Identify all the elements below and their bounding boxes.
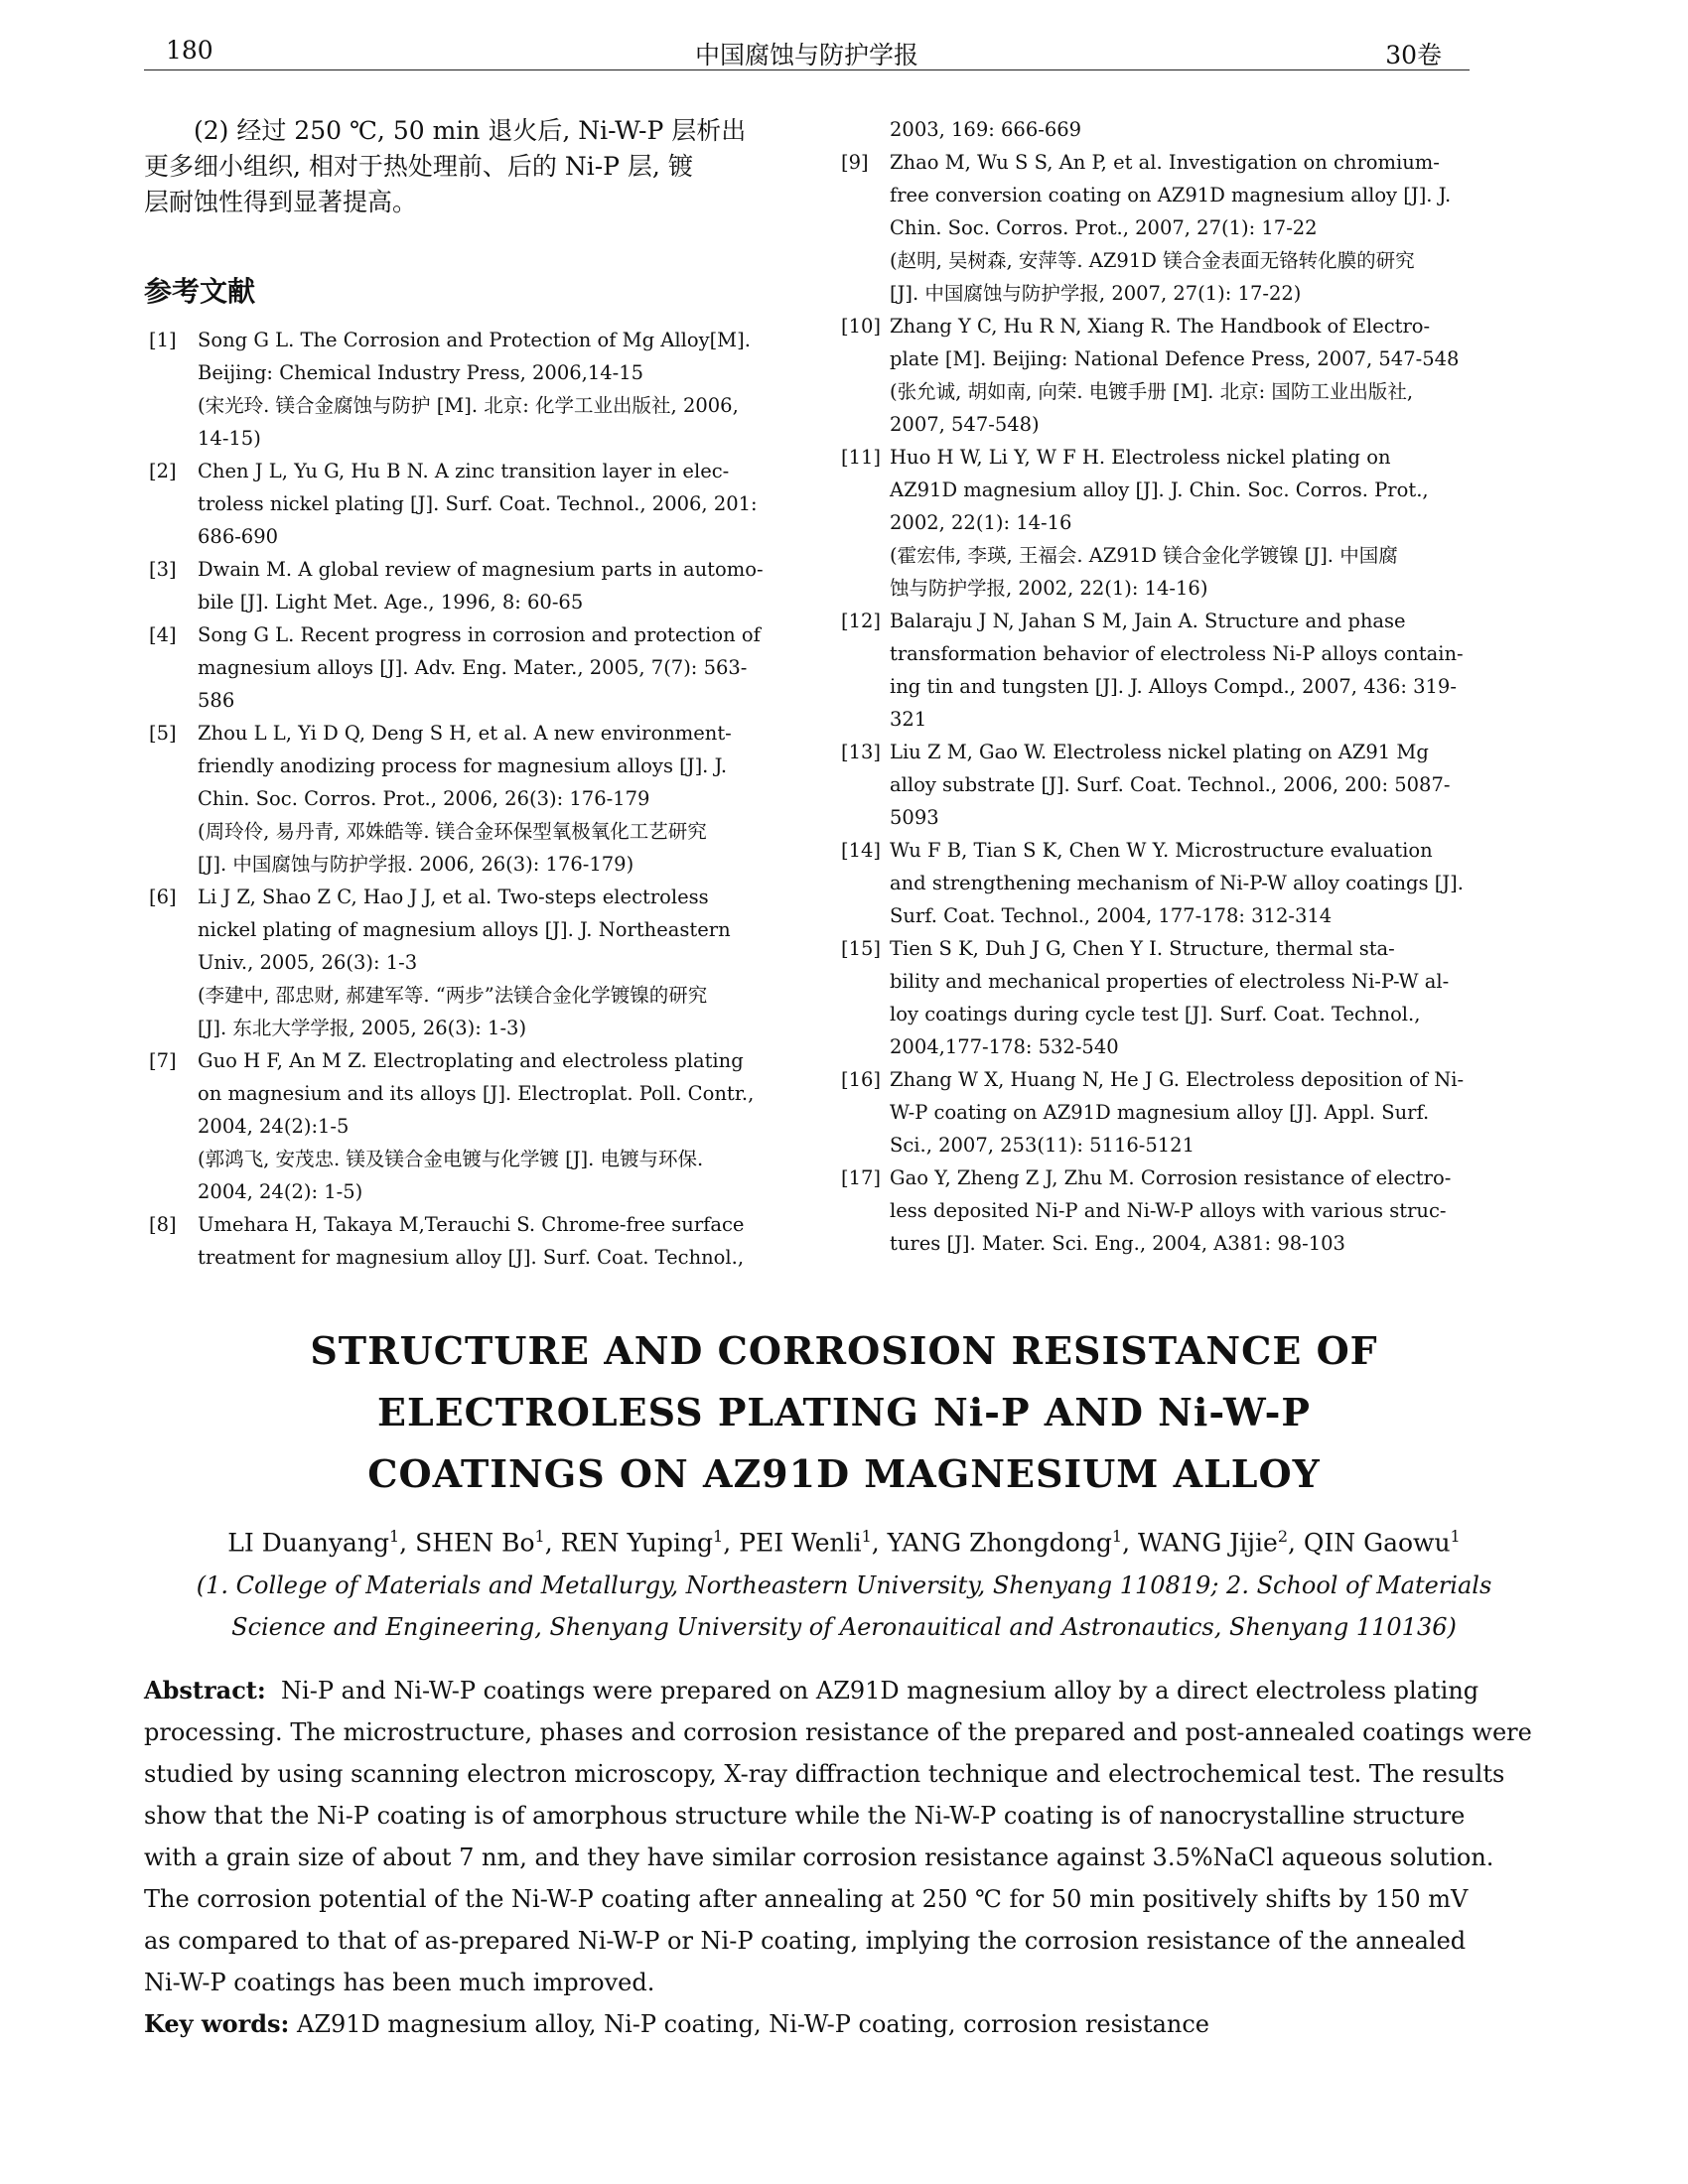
author-affiliation-mark: 2 [1277, 1527, 1289, 1546]
author-list: LI Duanyang$^1$, SHEN Bo$^1$, REN Yuping$^1$, PEI Wenli$^1$, YANG Zhongdong$^1$, WANG Jijie$^2$, QIN Gaowu$^1$ [227, 1527, 1461, 1558]
reference-number: [5] [149, 722, 177, 745]
reference-text [890, 834, 1464, 932]
author-name: PEI Wenli [739, 1528, 862, 1558]
reference-line: bile [J]. Light Met. Age., 1996, 8: 60-65 [198, 591, 584, 614]
keywords-text: AZ91D magnesium alloy, Ni-P coating, Ni-W-P coating, corrosion resistance [297, 2010, 1209, 2038]
reference-line: (郭鸿飞, 安茂忠. 镁及镁合金电镀与化学镀 [J]. 电镀与环保. [198, 1148, 704, 1170]
keywords-label: Key words: [144, 2009, 290, 2038]
reference-text [198, 553, 764, 618]
reference-text [198, 618, 761, 717]
conclusion-line: (2) 经过 250 ℃, 50 min 退火后, Ni-W-P 层析出 [194, 116, 747, 145]
reference-line: Univ., 2005, 26(3): 1-3 [198, 951, 418, 974]
reference-line: Zhou L L, Yi D Q, Deng S H, et al. A new environment- [198, 722, 732, 745]
abstract-line: with a grain size of about 7 nm, and they have similar corrosion resistance against 3.5%NaCl aqueous solution. [144, 1843, 1494, 1871]
reference-line: 2004, 24(2):1-5 [198, 1115, 350, 1138]
reference-line: Huo H W, Li Y, W F H. Electroless nickel plating on [890, 446, 1391, 469]
author-name: LI Duanyang [227, 1528, 389, 1558]
reference-line: (张允诚, 胡如南, 向荣. 电镀手册 [M]. 北京: 国防工业出版社, [890, 380, 1414, 403]
abstract-label: Abstract: [144, 1676, 266, 1705]
reference-line: Li J Z, Shao Z C, Hao J J, et al. Two-steps electroless [198, 886, 709, 908]
reference-line: 2004,177-178: 532-540 [890, 1035, 1119, 1058]
reference-number: [9] [841, 151, 869, 174]
reference-line: Umehara H, Takaya M,Terauchi S. Chrome-free surface [198, 1213, 745, 1236]
reference-line: [J]. 东北大学学报, 2005, 26(3): 1-3) [198, 1017, 527, 1039]
reference-line: alloy substrate [J]. Surf. Coat. Technol., 2006, 200: 5087- [890, 773, 1451, 796]
reference-line: 2002, 22(1): 14-16 [890, 511, 1072, 534]
reference-line: [J]. 中国腐蚀与防护学报, 2007, 27(1): 17-22) [890, 282, 1302, 305]
author-name: YANG Zhongdong [887, 1528, 1112, 1558]
author-affiliation-mark: 1 [861, 1527, 872, 1546]
reference-number: [4] [149, 623, 177, 646]
reference-line: transformation behavior of electroless Ni-P alloys contain- [890, 642, 1464, 665]
abstract-line: processing. The microstructure, phases and corrosion resistance of the prepared and post-annealed coatings were [144, 1718, 1532, 1746]
reference-line: treatment for magnesium alloy [J]. Surf. Coat. Technol., [198, 1246, 745, 1269]
reference-line: Guo H F, An M Z. Electroplating and electroless plating [198, 1049, 744, 1072]
reference-line: Surf. Coat. Technol., 2004, 177-178: 312-314 [890, 904, 1333, 927]
reference-text [198, 717, 732, 881]
reference-line: Chin. Soc. Corros. Prot., 2006, 26(3): 176-179 [198, 787, 650, 810]
reference-line: Zhang W X, Huang N, He J G. Electroless deposition of Ni- [890, 1068, 1465, 1091]
page-number: 180 [166, 36, 213, 65]
reference-line: (李建中, 邵忠财, 郝建军等. “两步”法镁合金化学镀镍的研究 [198, 984, 708, 1007]
reference-line: 14-15) [198, 427, 261, 450]
reference-line: Chen J L, Yu G, Hu B N. A zinc transition layer in elec- [198, 460, 730, 482]
reference-line: Balaraju J N, Jahan S M, Jain A. Structure and phase [890, 610, 1406, 632]
reference-line: troless nickel plating [J]. Surf. Coat. Technol., 2006, 201: [198, 492, 758, 515]
reference-line: 蚀与防护学报, 2002, 22(1): 14-16) [890, 577, 1208, 600]
abstract-line: as compared to that of as-prepared Ni-W-P or Ni-P coating, implying the corrosion resistance of the annealed [144, 1927, 1467, 1955]
reference-line: on magnesium and its alloys [J]. Electroplat. Poll. Contr., [198, 1082, 755, 1105]
english-title-line: STRUCTURE AND CORROSION RESISTANCE OF [310, 1328, 1378, 1373]
reference-line: friendly anodizing process for magnesium alloys [J]. J. [198, 754, 728, 777]
reference-line: Liu Z M, Gao W. Electroless nickel plating on AZ91 Mg [890, 741, 1429, 763]
abstract [144, 1670, 1532, 2003]
reference-text [890, 310, 1459, 441]
keywords [144, 2003, 1475, 2045]
reference-line: 686-690 [198, 525, 279, 548]
author-affiliation-mark: 1 [388, 1527, 400, 1546]
reference-text [890, 1161, 1451, 1260]
reference-number: [17] [841, 1166, 882, 1189]
author-affiliation-mark: 1 [1450, 1527, 1461, 1546]
reference-number: [10] [841, 315, 882, 338]
reference-line: plate [M]. Beijing: National Defence Press, 2007, 547-548 [890, 347, 1460, 370]
reference-line: W-P coating on AZ91D magnesium alloy [J]. Appl. Surf. [890, 1101, 1430, 1124]
reference-line: Gao Y, Zheng Z J, Zhu M. Corrosion resistance of electro- [890, 1166, 1452, 1189]
reference-text [198, 324, 751, 455]
references-heading: 参考文献 [144, 275, 256, 308]
reference-number: [2] [149, 460, 177, 482]
affiliation-line: Science and Engineering, Shenyang University of Aeronauitical and Astronautics, Shenyang 110136) [231, 1613, 1457, 1641]
reference-text [198, 455, 758, 553]
abstract-line: show that the Ni-P coating is of amorphous structure while the Ni-W-P coating is of nanocrystalline structure [144, 1802, 1466, 1830]
reference-number: [16] [841, 1068, 882, 1091]
author-name: WANG Jijie [1137, 1528, 1278, 1558]
english-title-line: ELECTROLESS PLATING Ni-P AND Ni-W-P [377, 1390, 1311, 1434]
reference-number: [15] [841, 937, 882, 960]
reference-number: [14] [841, 839, 882, 862]
reference-line: tures [J]. Mater. Sci. Eng., 2004, A381: 98-103 [890, 1232, 1345, 1255]
reference-line: 2004, 24(2): 1-5) [198, 1180, 363, 1203]
reference-line: Dwain M. A global review of magnesium parts in automo- [198, 558, 764, 581]
author-name: SHEN Bo [415, 1528, 535, 1558]
reference-line: bility and mechanical properties of electroless Ni-P-W al- [890, 970, 1450, 993]
abstract-line: studied by using scanning electron microscopy, X-ray diffraction technique and electrochemical test. The results [144, 1760, 1505, 1788]
author-affiliation-mark: 1 [1111, 1527, 1123, 1546]
reference-line: magnesium alloys [J]. Adv. Eng. Mater., 2005, 7(7): 563- [198, 656, 748, 679]
reference-line: 586 [198, 689, 235, 712]
conclusion-line: 层耐蚀性得到显著提高。 [144, 188, 418, 216]
reference-text [198, 1208, 744, 1274]
reference-text [198, 1044, 754, 1208]
reference-line: 2003, 169: 666-669 [890, 118, 1082, 141]
reference-line: loy coatings during cycle test [J]. Surf. Coat. Technol., [890, 1003, 1421, 1025]
author-name: QIN Gaowu [1303, 1528, 1451, 1558]
reference-line: free conversion coating on AZ91D magnesium alloy [J]. J. [890, 184, 1452, 206]
reference-number: [6] [149, 886, 177, 908]
abstract-text: Ni-P and Ni-W-P coatings were prepared on AZ91D magnesium alloy by a direct electroless plating [281, 1677, 1479, 1705]
abstract-first-line [144, 1670, 1479, 1711]
affiliation-line: (1. College of Materials and Metallurgy, Northeastern University, Shenyang 110819; 2. School of Materials [196, 1571, 1492, 1599]
reference-text [890, 736, 1450, 834]
reference-number: [7] [149, 1049, 177, 1072]
reference-line: Beijing: Chemical Industry Press, 2006,14-15 [198, 361, 644, 384]
english-title-line: COATINGS ON AZ91D MAGNESIUM ALLOY [367, 1451, 1321, 1496]
conclusion-paragraph [144, 113, 784, 220]
author-affiliation-mark: 1 [534, 1527, 545, 1546]
volume-label: 30卷 [1385, 41, 1442, 69]
abstract-line: Ni-W-P coatings has been much improved. [144, 1969, 655, 1996]
reference-text [890, 146, 1451, 310]
reference-line: (宋光玲. 镁合金腐蚀与防护 [M]. 北京: 化学工业出版社, 2006, [198, 394, 739, 417]
reference-number: [3] [149, 558, 177, 581]
reference-text [890, 1063, 1464, 1161]
reference-line: less deposited Ni-P and Ni-W-P alloys with various struc- [890, 1199, 1447, 1222]
conclusion-line: 更多细小组织, 相对于热处理前、后的 Ni-P 层, 镀 [144, 152, 693, 181]
author-affiliation-mark: 1 [713, 1527, 724, 1546]
page-header [144, 36, 1470, 70]
reference-line: Zhang Y C, Hu R N, Xiang R. The Handbook of Electro- [890, 315, 1431, 338]
journal-title: 中国腐蚀与防护学报 [694, 41, 918, 69]
reference-line: 321 [890, 708, 927, 731]
reference-line: Wu F B, Tian S K, Chen W Y. Microstructure evaluation [890, 839, 1433, 862]
reference-number: [8] [149, 1213, 177, 1236]
reference-line: Sci., 2007, 253(11): 5116-5121 [890, 1134, 1195, 1157]
reference-line: Song G L. The Corrosion and Protection of Mg Alloy[M]. [198, 329, 751, 351]
reference-text [890, 605, 1464, 736]
reference-line: (赵明, 吴树森, 安萍等. AZ91D 镁合金表面无铬转化膜的研究 [890, 249, 1415, 272]
reference-line: AZ91D magnesium alloy [J]. J. Chin. Soc. Corros. Prot., [890, 478, 1429, 501]
author-name: REN Yuping [560, 1528, 714, 1558]
reference-line: Song G L. Recent progress in corrosion and protection of [198, 623, 761, 646]
reference-line: Tien S K, Duh J G, Chen Y I. Structure, thermal sta- [890, 937, 1395, 960]
reference-number: [12] [841, 610, 882, 632]
reference-number: [1] [149, 329, 177, 351]
reference-line: (霍宏伟, 李瑛, 王福会. AZ91D 镁合金化学镀镍 [J]. 中国腐 [890, 544, 1398, 567]
reference-text [198, 881, 731, 1044]
reference-line: and strengthening mechanism of Ni-P-W alloy coatings [J]. [890, 872, 1464, 894]
reference-number: [11] [841, 446, 882, 469]
affiliations [144, 1565, 1544, 1648]
reference-line: (周玲伶, 易丹青, 邓姝皓等. 镁合金环保型氧极氧化工艺研究 [198, 820, 707, 843]
reference-text [890, 441, 1429, 605]
reference-line: Chin. Soc. Corros. Prot., 2007, 27(1): 17-22 [890, 216, 1318, 239]
reference-line: 5093 [890, 806, 939, 829]
abstract-line: The corrosion potential of the Ni-W-P coating after annealing at 250 ℃ for 50 min positively shifts by 150 mV [144, 1885, 1469, 1913]
reference-line: ing tin and tungsten [J]. J. Alloys Compd., 2007, 436: 319- [890, 675, 1457, 698]
reference-text [890, 932, 1449, 1063]
reference-line: 2007, 547-548) [890, 413, 1040, 436]
reference-line: nickel plating of magnesium alloys [J]. J. Northeastern [198, 918, 731, 941]
english-title [144, 1320, 1544, 1505]
reference-line: Zhao M, Wu S S, An P, et al. Investigation on chromium- [890, 151, 1440, 174]
reference-line: [J]. 中国腐蚀与防护学报. 2006, 26(3): 176-179) [198, 853, 634, 876]
reference-number: [13] [841, 741, 882, 763]
